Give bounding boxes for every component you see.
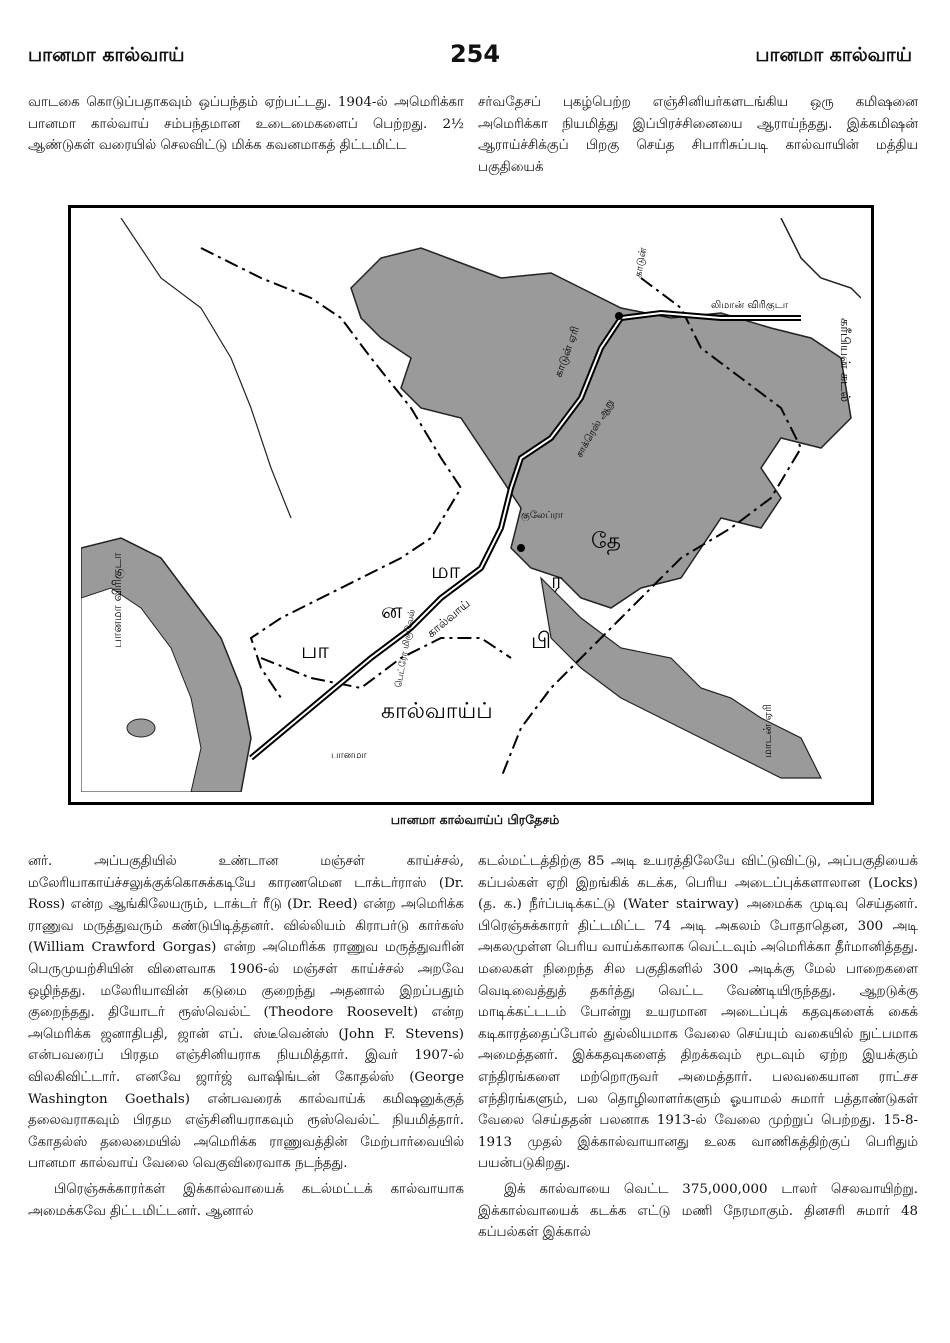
map-label-pa: பா bbox=[301, 639, 329, 664]
map-label-canal-route: கால்வாய் bbox=[423, 596, 473, 641]
map-label-ma: மா bbox=[431, 559, 461, 584]
top-left-paragraph: வாடகை கொடுப்பதாகவும் ஒப்பந்தம் ஏற்பட்டது. 1904-ல் அமெரிக்கா பானமா கால்வாய் சம்பந்தமான உடைமைகளைப் பெற்றது. 2½ ஆண்டுகள் வரையில் செலவிட்டு மிக்க கவனமாகத் திட்டமிட்ட bbox=[28, 95, 464, 154]
top-left-column bbox=[28, 92, 464, 157]
map-label-pedro: பெட்ரோ மிகுவெல் bbox=[394, 608, 418, 689]
bottom-right-column bbox=[478, 851, 918, 1244]
map-drawing bbox=[81, 218, 861, 792]
map-label-gatun: காடுன் bbox=[633, 246, 650, 279]
running-header-right: பானமா கால்வாய் bbox=[755, 44, 912, 66]
shaded-lower-lake bbox=[541, 578, 821, 778]
bottom-right-paragraph: கடல்மட்டத்திற்கு 85 அடி உயரத்திலேயே விட்டுவிட்டு, அப்பகுதியைக் கப்பல்கள் ஏறி இறங்கிக் கடக்க, பெரிய அடைப்புக்களாலான (Locks) (த. க.) நீர்ப்படிக்கட்டு (Water stairway) அமைக்க முடிவு செய்தனர். பிரெஞ்சுக்காரர் திட்டமிட்ட 74 அடி அகலம் போதாதென, 300 அடி அகலமுள்ள பெரிய வாய்க்காலாக வெட்டவும் அமெரிக்கா தீர்மானித்தது. மலைகள் நிறைந்த சில பகுதிகளில் 300 அடிக்கு மேல் பாறைகளை வெடிவைத்துத் தகர்த்து வெட்ட வேண்டியிருந்தது. ஆறடுக்கு மாடிக்கட்டடம் போன்று உயரமான அடைப்புக் கதவுகளைக் கைக் கடிகாரத்தைப்போல் துல்லியமாக வேலை செய்யும் வகையில் நுட்பமாக அமைத்தனர். இக்கதவுகளைத் திறக்கவும் மூடவும் ஏற்ற இயக்கும் எந்திரங்களை மற்றொருவர் அமைத்தார். பலவகையான ராட்சச எந்திரங்களும், பல தொழிலாளர்களும் ஓயாமல் சுமார் பத்தாண்டுகள் வேலை செய்ததன் பலனாக 1913-ல் வேலை முற்றுப் பெற்றது. 15-8-1913 முதல் இக்கால்வாயானது உலக வாணிகத்திற்குப் பெரிதும் பயன்படுகிறது. bbox=[478, 854, 918, 1172]
map-label-panama: பானமா bbox=[331, 750, 367, 761]
bottom-right-paragraph: இக் கால்வாயை வெட்ட 375,000,000 டாலர் செலவாயிற்று. இக்கால்வாயைக் கடக்க எட்டு மணி நேரமாகும். தினசரி சுமார் 48 கப்பல்கள் இக்கால் bbox=[478, 1181, 918, 1241]
map-label-bay: பானமா விரிகுடா bbox=[110, 552, 124, 648]
top-right-paragraph: சர்வதேசப் புகழ்பெற்ற எஞ்சினியர்களடங்கிய ஒரு கமிஷனை அமெரிக்கா நியமித்து இப்பிரச்சினையை ஆராய்ந்தது. இக்கமிஷன் ஆராய்ச்சிக்குப் பிறகு செய்த சிபாரிசுப்படி கால்வாயின் மத்திய பகுதியைக் bbox=[478, 95, 918, 175]
right-coast bbox=[781, 218, 861, 298]
bottom-left-paragraph: பிரெஞ்சுக்காரர்கள் இக்கால்வாயைக் கடல்மட்டக் கால்வாயாக அமைக்கவே திட்டமிட்டனர். ஆனால் bbox=[28, 1181, 464, 1219]
top-right-column bbox=[478, 92, 918, 178]
map-label-ra: ர bbox=[551, 569, 563, 594]
map-label-sea: கரீபியன் கடல் bbox=[837, 318, 852, 403]
running-header-left: பானமா கால்வாய் bbox=[28, 44, 185, 66]
map-label-lake: காடுன் ஏரி bbox=[551, 324, 583, 380]
canal-zone-map bbox=[68, 205, 874, 805]
map-label-river: சாக்ரெஸ் ஆறு bbox=[574, 397, 617, 460]
map-label-pi: பி bbox=[531, 629, 552, 654]
map-label-culebra: குலேப்ரா bbox=[521, 510, 564, 521]
page-number: 254 bbox=[449, 40, 501, 68]
map-label-kalvai: கால்வாய்ப் bbox=[381, 699, 493, 724]
bottom-left-paragraph: னர். அப்பகுதியில் உண்டான மஞ்சள் காய்ச்சல், மலேரியாகாய்ச்சலுக்குக்கொசுக்கடியே காரணமென டாக்டர்ராஸ் (Dr. Ross) என்ற ஆங்கிலேயரும், டாக்டர் ரீடு (Dr. Reed) என்ற அமெரிக்க ராணுவ மருத்துவரும் கண்டுபிடித்தனர். வில்லியம் கிராபர்டு கார்கஸ் (William Crawford Gorgas) என்ற அமெரிக்க ராணுவ மருத்துவரின் பெருமுயற்சியின் விளைவாக 1906-ல் மஞ்சள் காய்ச்சல் அறவே ஒழிந்தது. மலேரியாவின் கடுமை குறைந்து அதனால் இறப்பதும் குறைந்தது. தியோடர் ரூஸ்வெல்ட் (Theodore Roosevelt) என்ற அமெரிக்க ஜனாதிபதி, ஜான் எப். ஸ்டீவென்ஸ் (John F. Stevens) என்பவரைப் பிரதம எஞ்சினியராக நியமித்தார். இவர் 1907-ல் விலகிவிட்டார். எனவே ஜார்ஜ் வாஷிங்டன் கோதல்ஸ் (George Washington Goethals) என்பவரைக் கால்வாய்க் கமிஷனுக்குத் தலைவராகவும் பிரதம எஞ்சினியராகவும் ரூஸ்வெல்ட் நியமித்தார். கோதல்ஸ் தலைமையில் அமெரிக்க ராணுவத்தின் மேற்பார்வையில் பானமா கால்வாய் வேலை வெகுவிரைவாக நடந்தது. bbox=[28, 854, 464, 1172]
island bbox=[127, 719, 155, 737]
map-label-mouth: லிமான் விரிகுடா bbox=[711, 300, 788, 311]
map-label-na: ன bbox=[381, 599, 403, 624]
map-caption: பானமா கால்வாய்ப் பிரதேசம் bbox=[390, 812, 560, 827]
map-label-tha: தே bbox=[591, 529, 621, 554]
settlement-dot bbox=[615, 312, 623, 320]
settlement-dot bbox=[517, 544, 525, 552]
map-label-madden: மாடன் ஏரி bbox=[761, 704, 774, 758]
upper-land-outline bbox=[121, 218, 291, 518]
bottom-left-column bbox=[28, 851, 464, 1222]
